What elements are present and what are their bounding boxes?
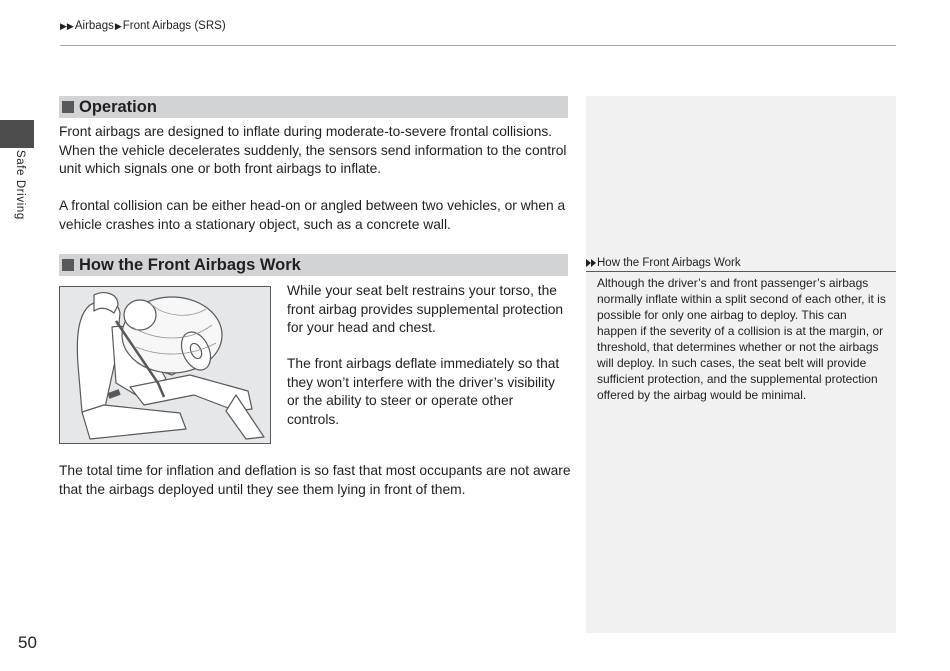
- square-bullet-icon: [62, 259, 74, 271]
- airbag-illustration-svg: [60, 287, 271, 444]
- breadcrumb-item-front-airbags[interactable]: Front Airbags (SRS): [122, 20, 226, 32]
- closing-paragraph: The total time for inflation and deflation is so fast that most occupants are not aware that the airbags deployed until they see them lying in front of them.: [59, 463, 571, 497]
- chapter-tab[interactable]: [0, 120, 34, 148]
- page-number: 50: [18, 633, 37, 652]
- chapter-label: Safe Driving: [14, 150, 26, 220]
- how-it-works-paragraph: The front airbags deflate immediately so that they won’t interfere with the driver’s visibility or the ability to steer or operate other controls.: [287, 356, 560, 427]
- side-note-header: [586, 255, 896, 272]
- section-heading-label: How the Front Airbags Work: [79, 255, 301, 274]
- section-heading-operation: [59, 96, 568, 118]
- side-note-title: How the Front Airbags Work: [597, 257, 741, 269]
- breadcrumb-item-airbags[interactable]: Airbags: [74, 20, 114, 32]
- how-it-works-paragraph: While your seat belt restrains your torso, the front airbag provides supplemental protection for your head and chest.: [287, 283, 564, 335]
- header-rule: [60, 45, 896, 46]
- arrow-icon: ▶: [114, 20, 122, 31]
- airbag-deployment-illustration: [59, 286, 271, 444]
- square-bullet-icon: [62, 101, 74, 113]
- operation-paragraph: Front airbags are designed to inflate during moderate-to-severe frontal collisions. When the vehicle decelerates suddenly, the sensors send information to the control unit which signals one or both front airbags to inflate.: [59, 124, 567, 176]
- double-arrow-icon: ▶▶: [60, 20, 74, 31]
- operation-paragraph: A frontal collision can be either head-on or angled between two vehicles, or when a vehicle crashes into a stationary object, such as a concrete wall.: [59, 198, 566, 232]
- breadcrumb: [60, 20, 226, 32]
- section-heading-how-it-works: [59, 254, 568, 276]
- note-arrow-icon: [586, 259, 596, 267]
- side-note-body: Although the driver’s and front passenger’s airbags normally inflate within a split second of each other, it is possible for only one airbag to deploy. This can happen if the severity of a collision is at the margin, or threshold, that determines whether or not the airbags will deploy. In such cases, the seat belt will provide sufficient protection, and the supplemental protection offered by the airbag would be minimal.: [597, 276, 886, 402]
- section-heading-label: Operation: [79, 97, 157, 116]
